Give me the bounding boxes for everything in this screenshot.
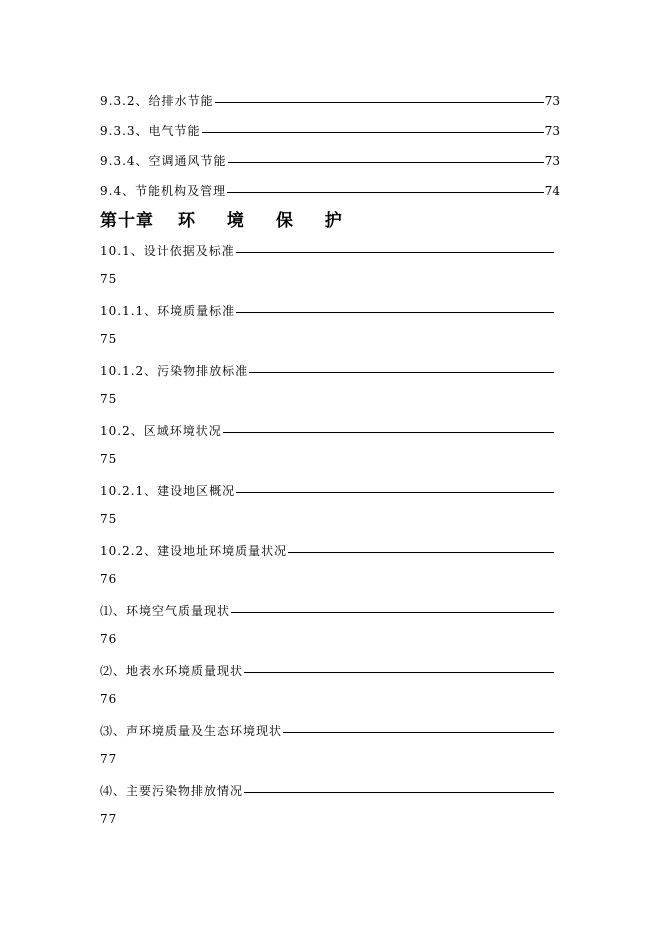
toc-entry-item-3[interactable]: [100, 718, 555, 738]
toc-leader-line: [215, 102, 544, 103]
toc-entry-label: ⑵、地表水环境质量现状: [100, 664, 244, 678]
toc-entry-page: 74: [544, 184, 560, 198]
toc-leader-line: [236, 252, 554, 253]
toc-entry-label: 10.1、设计依据及标准: [100, 244, 235, 258]
toc-leader-line: [244, 792, 554, 793]
toc-entry-page: 76: [100, 572, 118, 586]
toc-entry-label: 10.1.1、环境质量标准: [100, 304, 236, 318]
toc-leader-line: [223, 432, 554, 433]
toc-entry-label: 9.3.4、空调通风节能: [100, 154, 227, 168]
toc-entry-label: 9.4、节能机构及管理: [100, 184, 227, 198]
toc-entry-label: 10.2.1、建设地区概况: [100, 484, 236, 498]
toc-entry-label: ⑷、主要污染物排放情况: [100, 784, 244, 798]
toc-entry-page: 73: [544, 154, 560, 168]
toc-entry-page: 75: [100, 452, 118, 466]
toc-leader-line: [228, 162, 544, 163]
toc-entry-item-4[interactable]: [100, 778, 555, 798]
toc-leader-line: [236, 492, 554, 493]
toc-entry-10-2[interactable]: [100, 418, 555, 438]
toc-leader-line: [288, 552, 554, 553]
toc-entry-page: 76: [100, 692, 118, 706]
toc-entry-label: 9.3.3、电气节能: [100, 124, 201, 138]
toc-entry-9-3-3[interactable]: [100, 118, 560, 138]
toc-entry-page: 76: [100, 632, 118, 646]
toc-entry-page: 75: [100, 332, 118, 346]
toc-entry-label: 10.2、区域环境状况: [100, 424, 222, 438]
toc-entry-10-2-2[interactable]: [100, 538, 555, 558]
toc-entry-page: 77: [100, 812, 118, 826]
chapter-title: 环 境 保 护: [178, 211, 348, 231]
toc-leader-line: [231, 612, 554, 613]
toc-entry-item-1[interactable]: [100, 598, 555, 618]
toc-leader-line: [283, 732, 554, 733]
chapter-heading: [100, 206, 348, 231]
toc-entry-label: ⑴、环境空气质量现状: [100, 604, 231, 618]
toc-entry-page: 75: [100, 512, 118, 526]
toc-entry-page: 73: [544, 94, 560, 108]
toc-entry-label: 10.2.2、建设地址环境质量状况: [100, 544, 288, 558]
toc-entry-label: 9.3.2、给排水节能: [100, 94, 214, 108]
toc-entry-label: ⑶、声环境质量及生态环境现状: [100, 724, 283, 738]
toc-entry-10-1-2[interactable]: [100, 358, 555, 378]
toc-leader-line: [227, 192, 544, 193]
toc-entry-page: 75: [100, 392, 118, 406]
toc-entry-9-3-2[interactable]: [100, 88, 560, 108]
toc-leader-line: [244, 672, 554, 673]
toc-entry-9-3-4[interactable]: [100, 148, 560, 168]
toc-entry-page: 73: [544, 124, 560, 138]
toc-entry-page: 77: [100, 752, 118, 766]
toc-entry-9-4[interactable]: [100, 178, 560, 198]
toc-entry-10-2-1[interactable]: [100, 478, 555, 498]
toc-entry-10-1[interactable]: [100, 238, 555, 258]
toc-leader-line: [202, 132, 544, 133]
toc-leader-line: [249, 372, 554, 373]
toc-entry-label: 10.1.2、污染物排放标准: [100, 364, 249, 378]
toc-entry-page: 75: [100, 272, 118, 286]
toc-entry-item-2[interactable]: [100, 658, 555, 678]
toc-leader-line: [236, 312, 554, 313]
chapter-number: 第十章: [100, 211, 154, 231]
toc-entry-10-1-1[interactable]: [100, 298, 555, 318]
